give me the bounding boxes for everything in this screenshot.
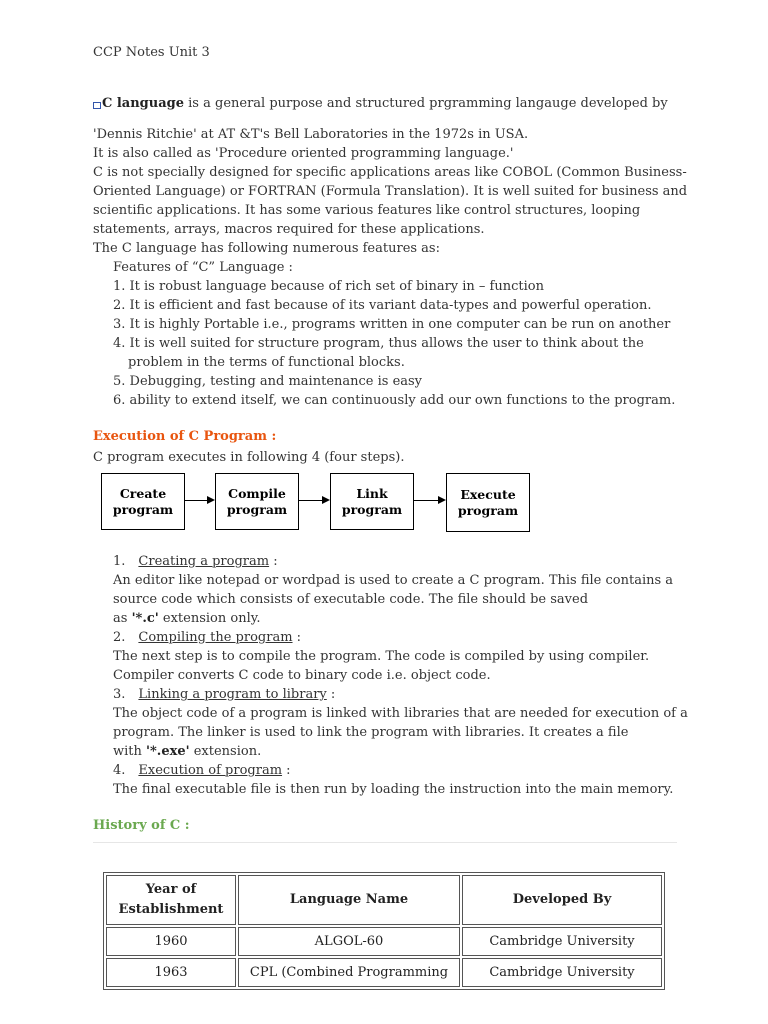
intro-line: C is not specially designed for specific applications areas like COBOL (Common Business- [93, 165, 687, 180]
step-desc: The next step is to compile the program. The code is compiled by using compiler. [113, 649, 650, 664]
table-row [106, 927, 662, 956]
arrow-right-icon [207, 496, 215, 504]
flow-arrow [413, 500, 438, 501]
step-number: 1. [113, 554, 126, 569]
step-title-row [113, 552, 688, 571]
step-desc: source code which consists of executable code. The file should be saved [113, 592, 589, 607]
step-colon: : [269, 554, 278, 569]
flow-arrow [298, 500, 322, 501]
arrow-right-icon [438, 496, 446, 504]
feature-item: 4. It is well suited for structure program, thus allows the user to think about the [113, 336, 644, 351]
step-colon: : [292, 630, 302, 645]
step-title-row [113, 685, 688, 704]
document-header: CCP Notes Unit 3 [93, 45, 210, 60]
features-list [113, 258, 675, 410]
table-cell: CPL (Combined Programming [238, 958, 460, 987]
intro-line: Oriented Language) or FORTRAN (Formula Translation). It is well suited for business and [93, 184, 688, 199]
feature-item: 6. ability to extend itself, we can continuously add our own functions to the program. [113, 393, 676, 408]
flow-box-compile: Compile program [215, 473, 299, 530]
step-desc: Compiler converts C code to binary code i.e. object code. [113, 668, 491, 683]
feature-item: 5. Debugging, testing and maintenance is easy [113, 374, 423, 389]
step-title: Execution of program [138, 763, 283, 778]
step-desc-last [113, 609, 688, 628]
step-number: 3. [113, 687, 126, 702]
feature-item-continued: problem in the terms of functional blocks. [128, 355, 405, 370]
step-desc: The object code of a program is linked with libraries that are needed for execution of a [113, 706, 688, 721]
history-heading: History of C : [93, 818, 190, 833]
column-header: Language Name [238, 875, 460, 925]
table-cell: ALGOL-60 [238, 927, 460, 956]
flow-arrow [184, 500, 207, 501]
file-extension: '*.exe' [146, 744, 190, 759]
step-desc-prefix: as [113, 611, 132, 626]
intro-line: It is also called as 'Procedure oriented programming language.' [93, 146, 514, 161]
step-desc: An editor like notepad or wordpad is used to create a C program. This file contains a [113, 573, 674, 588]
execution-steps [113, 552, 688, 799]
step-desc-suffix: extension. [189, 744, 262, 759]
intro-line: statements, arrays, macros required for these applications. [93, 222, 485, 237]
column-header: Year of Establishment [106, 875, 236, 925]
intro-line: 'Dennis Ritchie' at AT &T's Bell Laboratories in the 1972s in USA. [93, 127, 529, 142]
step-number: 2. [113, 630, 126, 645]
intro-line-rest: is a general purpose and structured prgramming langauge developed by [184, 96, 668, 111]
step-colon: : [282, 763, 291, 778]
step-title-row [113, 628, 688, 647]
feature-item: 2. It is efficient and fast because of its variant data-types and powerful operation. [113, 298, 652, 313]
step-desc-prefix: with [113, 744, 147, 759]
table-row [106, 958, 662, 987]
arrow-right-icon [322, 496, 330, 504]
table-header-row [106, 875, 662, 925]
intro-paragraph [93, 125, 687, 258]
step-title: Compiling the program [138, 630, 293, 645]
step-desc-suffix: extension only. [158, 611, 261, 626]
flow-box-create: Create program [101, 473, 185, 530]
file-extension: '*.c' [131, 611, 159, 626]
execution-subtext: C program executes in following 4 (four steps). [93, 450, 405, 465]
intro-first-line [93, 94, 668, 113]
broken-image-icon [93, 102, 101, 109]
history-table [103, 872, 665, 990]
intro-line: The C language has following numerous features as: [93, 241, 440, 256]
c-language-term: C language [102, 96, 185, 111]
step-desc-last [113, 742, 688, 761]
flow-box-execute: Execute program [446, 473, 530, 532]
table-cell: 1963 [106, 958, 236, 987]
step-desc: The final executable file is then run by loading the instruction into the main memory. [113, 782, 674, 797]
step-number: 4. [113, 763, 126, 778]
feature-item: 3. It is highly Portable i.e., programs written in one computer can be run on another [113, 317, 671, 332]
flow-box-link: Link program [330, 473, 414, 530]
step-colon: : [326, 687, 336, 702]
table-cell: Cambridge University [462, 927, 662, 956]
features-heading: Features of “C” Language : [113, 260, 293, 275]
execution-heading: Execution of C Program : [93, 429, 277, 444]
step-title-row [113, 761, 688, 780]
step-desc: program. The linker is used to link the program with libraries. It creates a file [113, 725, 629, 740]
step-title: Linking a program to library [138, 687, 327, 702]
divider [93, 842, 677, 843]
feature-item: 1. It is robust language because of rich set of binary in – function [113, 279, 544, 294]
intro-line: scientific applications. It has some various features like control structures, looping [93, 203, 641, 218]
step-title: Creating a program [138, 554, 270, 569]
table-cell: Cambridge University [462, 958, 662, 987]
column-header: Developed By [462, 875, 662, 925]
table-cell: 1960 [106, 927, 236, 956]
